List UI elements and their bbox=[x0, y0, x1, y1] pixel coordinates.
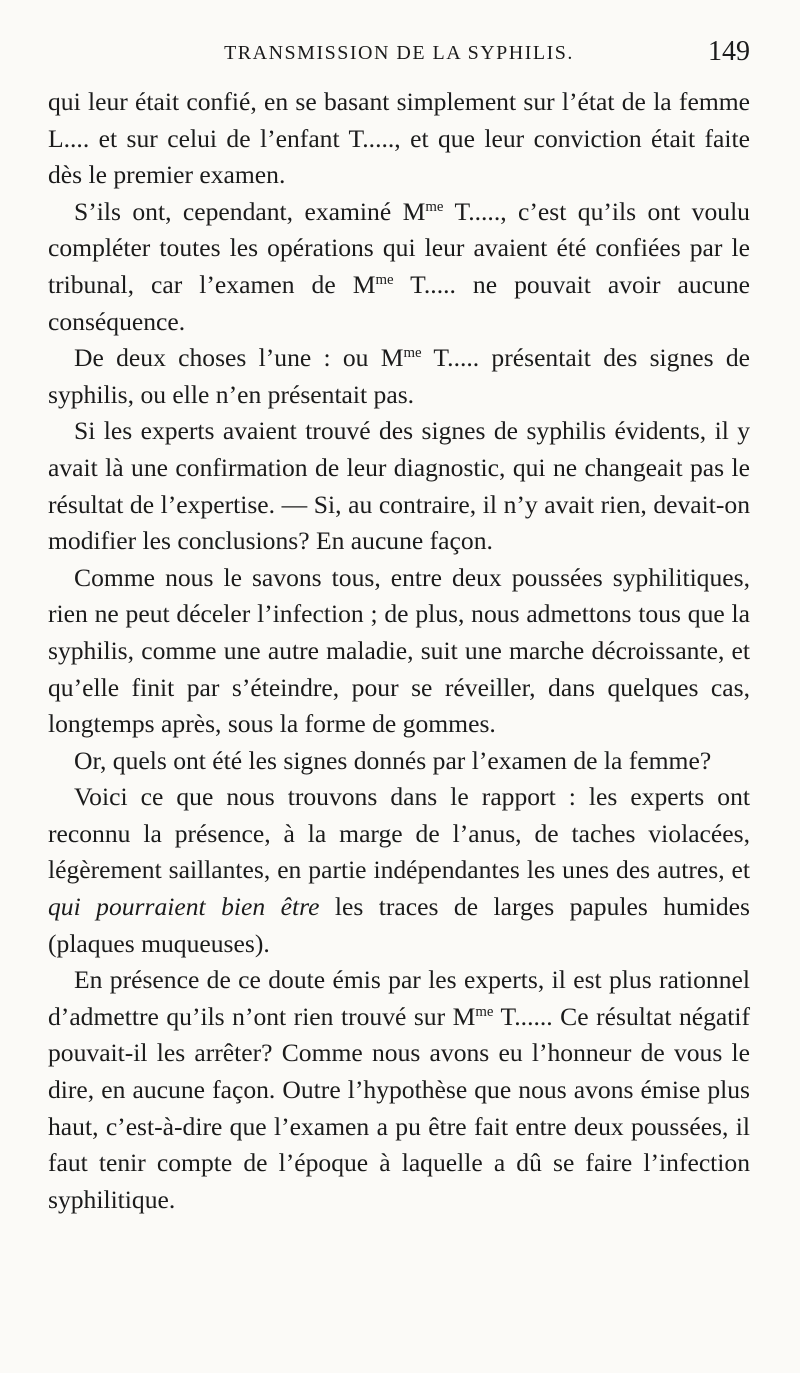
paragraph-2-text-c: T..... ne pouvait avoir aucune conséquence. bbox=[48, 269, 750, 336]
superscript-me: me bbox=[475, 1003, 494, 1020]
paragraph-8-text-a: En présence de ce doute émis par les experts, il est plus rationnel d’admettre qu’ils n’ont rien trouvé sur M bbox=[48, 965, 750, 1031]
paragraph-1-text: qui leur était confié, en se basant simplement sur l’état de la femme L.... et sur celui de l’enfant T....., et que leur conviction était faite dès le premier examen. bbox=[48, 87, 750, 190]
running-title: TRANSMISSION DE LA SYPHILIS. bbox=[224, 42, 574, 64]
page-number: 149 bbox=[708, 36, 750, 67]
paragraph-4-text: Si les experts avaient trouvé des signes de syphilis évidents, il y avait là une confirmation de leur diagnostic, qui ne changeait pas le résultat de l’expertise. — Si, au contraire, il n’y avait rien, devait-on modifier les conclusions? En aucune façon. bbox=[48, 416, 750, 556]
italic-phrase: qui pourraient bien être bbox=[48, 892, 320, 922]
page-header bbox=[48, 38, 750, 84]
paragraph-8-text-b: T...... Ce résultat négatif pouvait-il les arrêter? Comme nous avons eu l’honneur de vous le dire, en aucune façon. Outre l’hypothèse que nous avons émise plus haut, c’est-à-dire que l’examen a pu être fait entre deux poussées, il faut tenir compte de l’époque à laquelle a dû se faire l’infection syphilitique. bbox=[48, 1001, 750, 1214]
paragraph-2 bbox=[48, 194, 750, 340]
body-text bbox=[48, 84, 750, 1218]
paragraph-4 bbox=[48, 413, 750, 559]
superscript-me: me bbox=[375, 271, 394, 288]
superscript-me: me bbox=[425, 198, 444, 215]
paragraph-7 bbox=[48, 779, 750, 962]
paragraph-7-text-a: Voici ce que nous trouvons dans le rapport : les experts ont reconnu la présence, à la marge de l’anus, de taches violacées, légèrement saillantes, en partie indépendantes les unes des autres, et bbox=[48, 782, 750, 885]
paragraph-3 bbox=[48, 340, 750, 413]
paragraph-7-text-b: les traces de larges papules humides (plaques muqueuses). bbox=[48, 892, 750, 958]
paragraph-5-text: Comme nous le savons tous, entre deux poussées syphilitiques, rien ne peut déceler l’infection ; de plus, nous admettons tous que la syphilis, comme une autre maladie, suit une marche décroissante, et qu’elle finit par s’éteindre, pour se réveiller, dans quelques cas, longtemps après, sous la forme de gommes. bbox=[48, 562, 750, 739]
paragraph-6-text: Or, quels ont été les signes donnés par l’examen de la femme? bbox=[74, 745, 712, 775]
paragraph-3-text-b: T..... présentait des signes de syphilis, ou elle n’en présentait pas. bbox=[48, 343, 750, 409]
paragraph-2-text-a: S’ils ont, cependant, examiné M bbox=[74, 196, 426, 226]
paragraph-5 bbox=[48, 560, 750, 743]
paragraph-3-text-a: De deux choses l’une : ou M bbox=[74, 343, 404, 373]
superscript-me: me bbox=[403, 344, 422, 361]
paragraph-2-text-b: T....., c’est qu’ils ont voulu compléter toutes les opérations qui leur avaient été confiées par le tribunal, car l’examen de M bbox=[48, 196, 750, 299]
paragraph-8 bbox=[48, 962, 750, 1218]
paragraph-1 bbox=[48, 84, 750, 194]
paragraph-6 bbox=[48, 743, 750, 780]
